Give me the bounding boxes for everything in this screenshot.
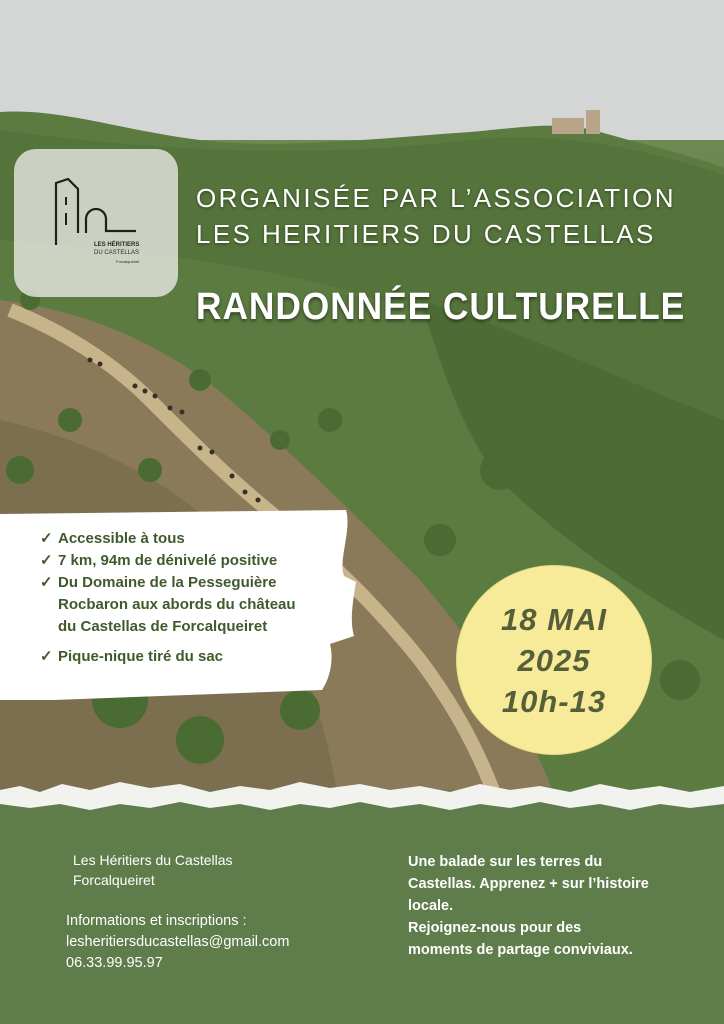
info-label: Informations et inscriptions : bbox=[66, 913, 247, 929]
check-icon: ✓ bbox=[40, 530, 53, 547]
logo-line-3: Forcalqueiret bbox=[116, 259, 140, 264]
organizer-heading bbox=[196, 180, 676, 252]
contact-email[interactable]: lesheritiersducastellas@gmail.com bbox=[66, 934, 290, 950]
description-line: Une balade sur les terres du bbox=[408, 854, 603, 870]
list-item: ✓ 7 km, 94m de dénivelé positive bbox=[40, 550, 296, 572]
date-day: 18 MAI bbox=[501, 602, 607, 637]
footer-org-town: Forcalqueiret bbox=[73, 872, 155, 888]
check-icon: ✓ bbox=[40, 648, 53, 665]
logo-line-2: DU CASTELLAS bbox=[94, 250, 140, 256]
list-item: ✓ Pique-nique tiré du sac bbox=[40, 646, 296, 668]
date-year: 2025 bbox=[517, 643, 591, 678]
association-logo bbox=[14, 149, 178, 297]
description-line: Rejoignez-nous pour des bbox=[408, 920, 582, 936]
description-line: locale. bbox=[408, 898, 454, 914]
castle-ruin-logo-icon bbox=[52, 175, 162, 247]
footer-org-name: Les Héritiers du Castellas bbox=[73, 852, 233, 868]
date-time: 10h-13 bbox=[501, 684, 607, 719]
logo-line-1: LES HÉRITIERS bbox=[94, 242, 140, 248]
organizer-line-1: ORGANISÉE PAR L’ASSOCIATION bbox=[196, 183, 676, 213]
highlights-list bbox=[40, 528, 296, 668]
check-icon: ✓ bbox=[40, 552, 53, 569]
contact-phone[interactable]: 06.33.99.95.97 bbox=[66, 955, 163, 971]
check-icon: ✓ bbox=[40, 574, 53, 591]
torn-paper-edge bbox=[0, 768, 724, 812]
list-item: ✓ Du Domaine de la Pesseguière Rocbaron aux abords du château du Castellas de Forcalqueiret bbox=[40, 574, 296, 635]
description-line: moments de partage conviviaux. bbox=[408, 942, 633, 958]
organizer-line-2: LES HERITIERS DU CASTELLAS bbox=[196, 219, 656, 249]
event-title: RANDONNÉE CULTURELLE bbox=[196, 286, 686, 328]
description-line: Castellas. Apprenez + sur l’histoire bbox=[408, 876, 649, 892]
list-item: ✓ Accessible à tous bbox=[40, 528, 296, 550]
event-description bbox=[408, 851, 708, 961]
